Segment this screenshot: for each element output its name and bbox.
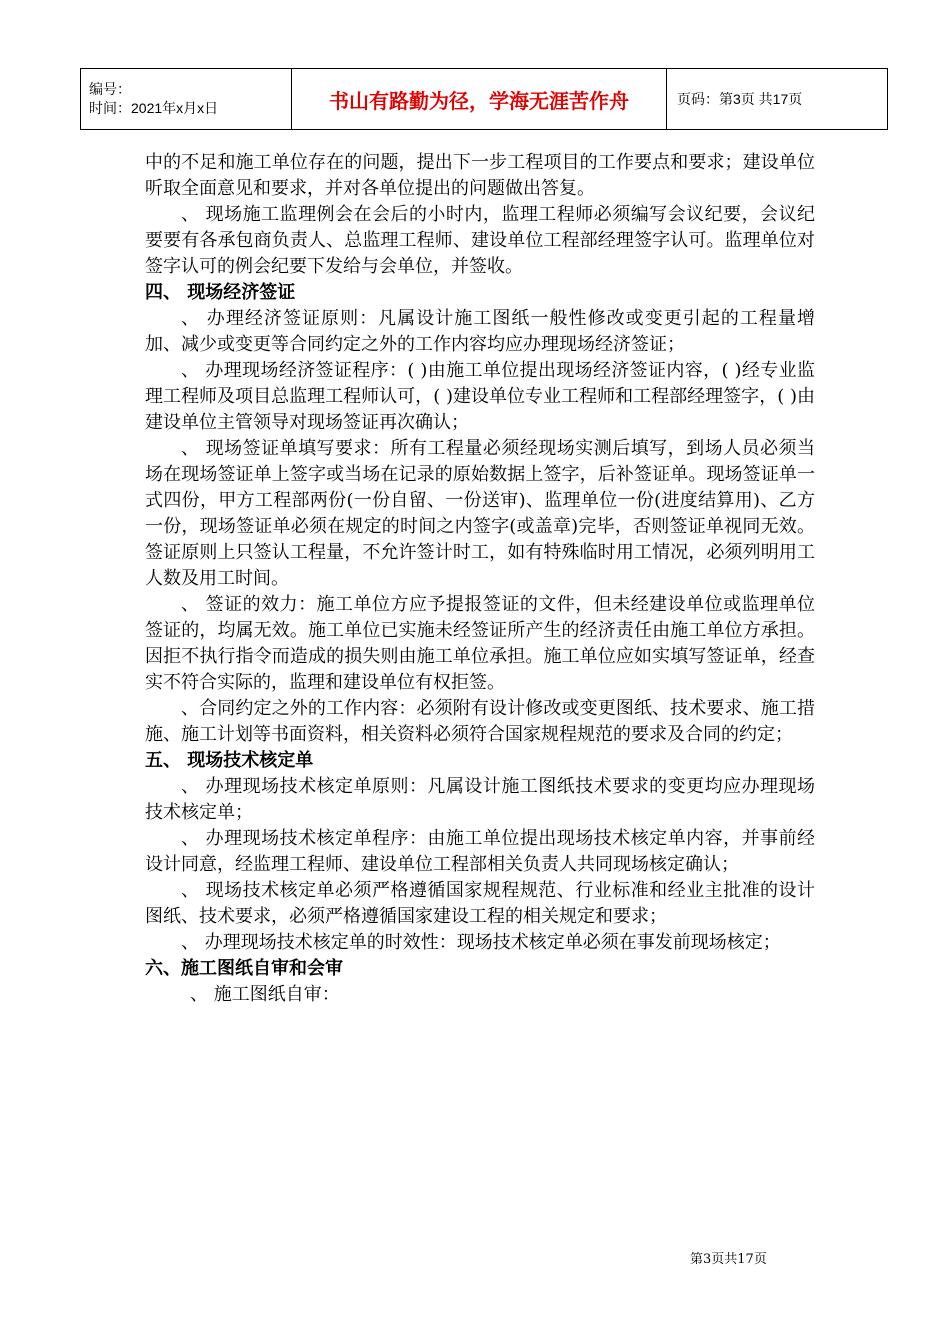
paragraph: 、 现场技术核定单必须严格遵循国家规程规范、行业标准和经业主批准的设计图纸、技术要求，必须严格遵循国家建设工程的相关规定和要求； [145,880,815,927]
paragraph: 、 办理现场经济签证程序：( )由施工单位提出现场经济签证内容，( )经专业监理工程师及项目总监理工程师认可，( )建设单位专业工程师和工程部经理签字，( )由建设单位主管领导对现场签证再次确认； [145,360,815,433]
document-date-label: 时间：2021年x月x日 [89,100,219,116]
paragraph: 中的不足和施工单位存在的问题，提出下一步工程项目的工作要点和要求；建设单位听取全面意见和要求，并对各单位提出的问题做出答复。 [145,152,815,199]
document-number-label: 编号： [89,81,131,97]
paragraph: 、 现场施工监理例会在会后的小时内，监理工程师必须编写会议纪要，会议纪要要有各承包商负责人、总监理工程师、建设单位工程部经理签字认可。监理单位对签字认可的例会纪要下发给与会单位，并签收。 [145,204,815,277]
header-motto: 书山有路勤为径，学海无涯苦作舟 [292,69,667,130]
paragraph: 、 办理经济签证原则：凡属设计施工图纸一般性修改或变更引起的工程量增加、减少或变更等合同约定之外的工作内容均应办理现场经济签证； [145,308,815,355]
section-heading: 六、施工图纸自审和会审 [145,958,343,979]
paragraph: 、 签证的效力：施工单位方应予提报签证的文件，但未经建设单位或监理单位签证的，均属无效。施工单位已实施未经签证所产生的经济责任由施工单位方承担。因拒不执行指令而造成的损失则由施工单位承担。施工单位应如实填写签证单，经查实不符合实际的，监理和建设单位有权拒签。 [145,594,815,693]
paragraph: 、 办理现场技术核定单的时效性：现场技术核定单必须在事发前现场核定； [181,932,781,953]
paragraph: 、 办理现场技术核定单原则：凡属设计施工图纸技术要求的变更均应办理现场技术核定单； [145,776,815,823]
paragraph: 、合同约定之外的工作内容：必须附有设计修改或变更图纸、技术要求、施工措施、施工计划等书面资料，相关资料必须符合国家规程规范的要求及合同的约定； [145,698,815,745]
paragraph: 、 办理现场技术核定单程序：由施工单位提出现场技术核定单内容，并事前经设计同意，经监理工程师、建设单位工程部相关负责人共同现场核定确认； [145,828,815,875]
paragraph: 、 现场签证单填写要求：所有工程量必须经现场实测后填写，到场人员必须当场在现场签证单上签字或当场在记录的原始数据上签字，后补签证单。现场签证单一式四份，甲方工程部两份(一份自留、一份送审)、监理单位一份(进度结算用)、乙方一份，现场签证单必须在规定的时间之内签字(或盖章)完毕，否则签证单视同无效。签证原则上只签认工程量，不允许签计时工，如有特殊临时用工情况，必须列明用工人数及用工时间。 [145,438,815,589]
section-heading: 四、 现场经济签证 [145,282,296,303]
header-page-info: 页码：第3页 共17页 [667,69,888,130]
page-footer: 第3页共17页 [690,1252,767,1267]
document-body [145,150,815,1008]
paragraph: 、 施工图纸自审： [190,984,340,1005]
header-meta-cell [81,69,292,130]
page-header-table [80,68,888,130]
section-heading: 五、 现场技术核定单 [145,750,314,771]
